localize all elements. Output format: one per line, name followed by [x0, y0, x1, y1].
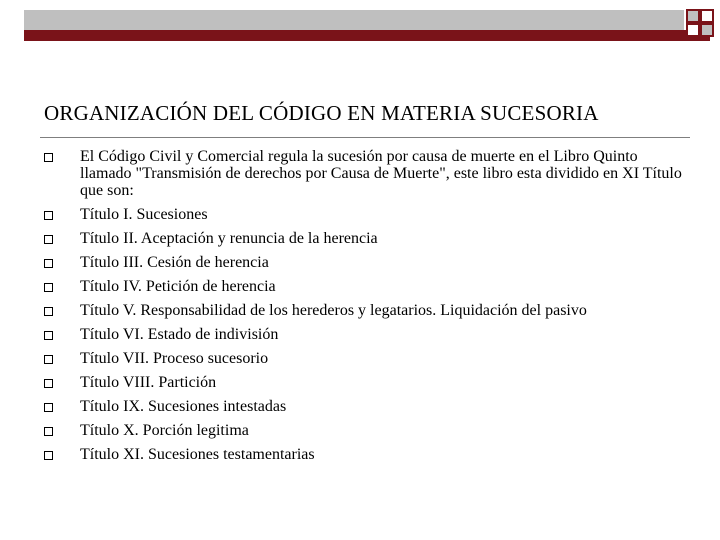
list-item: [44, 350, 684, 367]
corner-square-icon: [700, 9, 714, 23]
header-band-accent: [24, 30, 710, 41]
list-item: [44, 398, 684, 415]
hollow-square-bullet-icon: [44, 235, 53, 244]
hollow-square-bullet-icon: [44, 259, 53, 268]
list-item: [44, 302, 684, 319]
list-item-text: Título VI. Estado de indivisión: [80, 326, 279, 343]
hollow-square-bullet-icon: [44, 283, 53, 292]
hollow-square-bullet-icon: [44, 451, 53, 460]
list-item-text: Título VIII. Partición: [80, 374, 217, 391]
list-item: [44, 206, 684, 223]
list-item-text: Título XI. Sucesiones testamentarias: [80, 446, 315, 463]
list-item-text: Título III. Cesión de herencia: [80, 254, 269, 271]
hollow-square-bullet-icon: [44, 153, 53, 162]
list-item-text: Título I. Sucesiones: [80, 206, 208, 223]
list-item: [44, 374, 684, 391]
hollow-square-bullet-icon: [44, 331, 53, 340]
list-item: [44, 254, 684, 271]
list-item: [44, 278, 684, 295]
hollow-square-bullet-icon: [44, 403, 53, 412]
title-divider: [40, 137, 690, 138]
corner-square-icon: [700, 23, 714, 37]
corner-square-icon: [686, 9, 700, 23]
bullet-list: [44, 148, 684, 470]
list-item: [44, 422, 684, 439]
list-item-text: Título X. Porción legitima: [80, 422, 249, 439]
slide-title: ORGANIZACIÓN DEL CÓDIGO EN MATERIA SUCESORIA: [44, 101, 599, 125]
list-item: [44, 230, 684, 247]
list-item-text: Título V. Responsabilidad de los herederos y legatarios. Liquidación del pasivo: [80, 302, 587, 319]
list-item: [44, 446, 684, 463]
list-item-text: El Código Civil y Comercial regula la sucesión por causa de muerte en el Libro Quinto llamado "Transmisión de derechos por Causa de Muerte", este libro esta dividido en XI Título que son:: [80, 148, 682, 199]
header-band-gray: [24, 10, 684, 30]
corner-square-icon: [686, 23, 700, 37]
hollow-square-bullet-icon: [44, 355, 53, 364]
hollow-square-bullet-icon: [44, 427, 53, 436]
hollow-square-bullet-icon: [44, 307, 53, 316]
list-item-text: Título VII. Proceso sucesorio: [80, 350, 269, 367]
list-item: [44, 148, 684, 199]
list-item-text: Título IV. Petición de herencia: [80, 278, 276, 295]
list-item-text: Título IX. Sucesiones intestadas: [80, 398, 287, 415]
hollow-square-bullet-icon: [44, 379, 53, 388]
hollow-square-bullet-icon: [44, 211, 53, 220]
list-item-text: Título II. Aceptación y renuncia de la herencia: [80, 230, 378, 247]
list-item: [44, 326, 684, 343]
